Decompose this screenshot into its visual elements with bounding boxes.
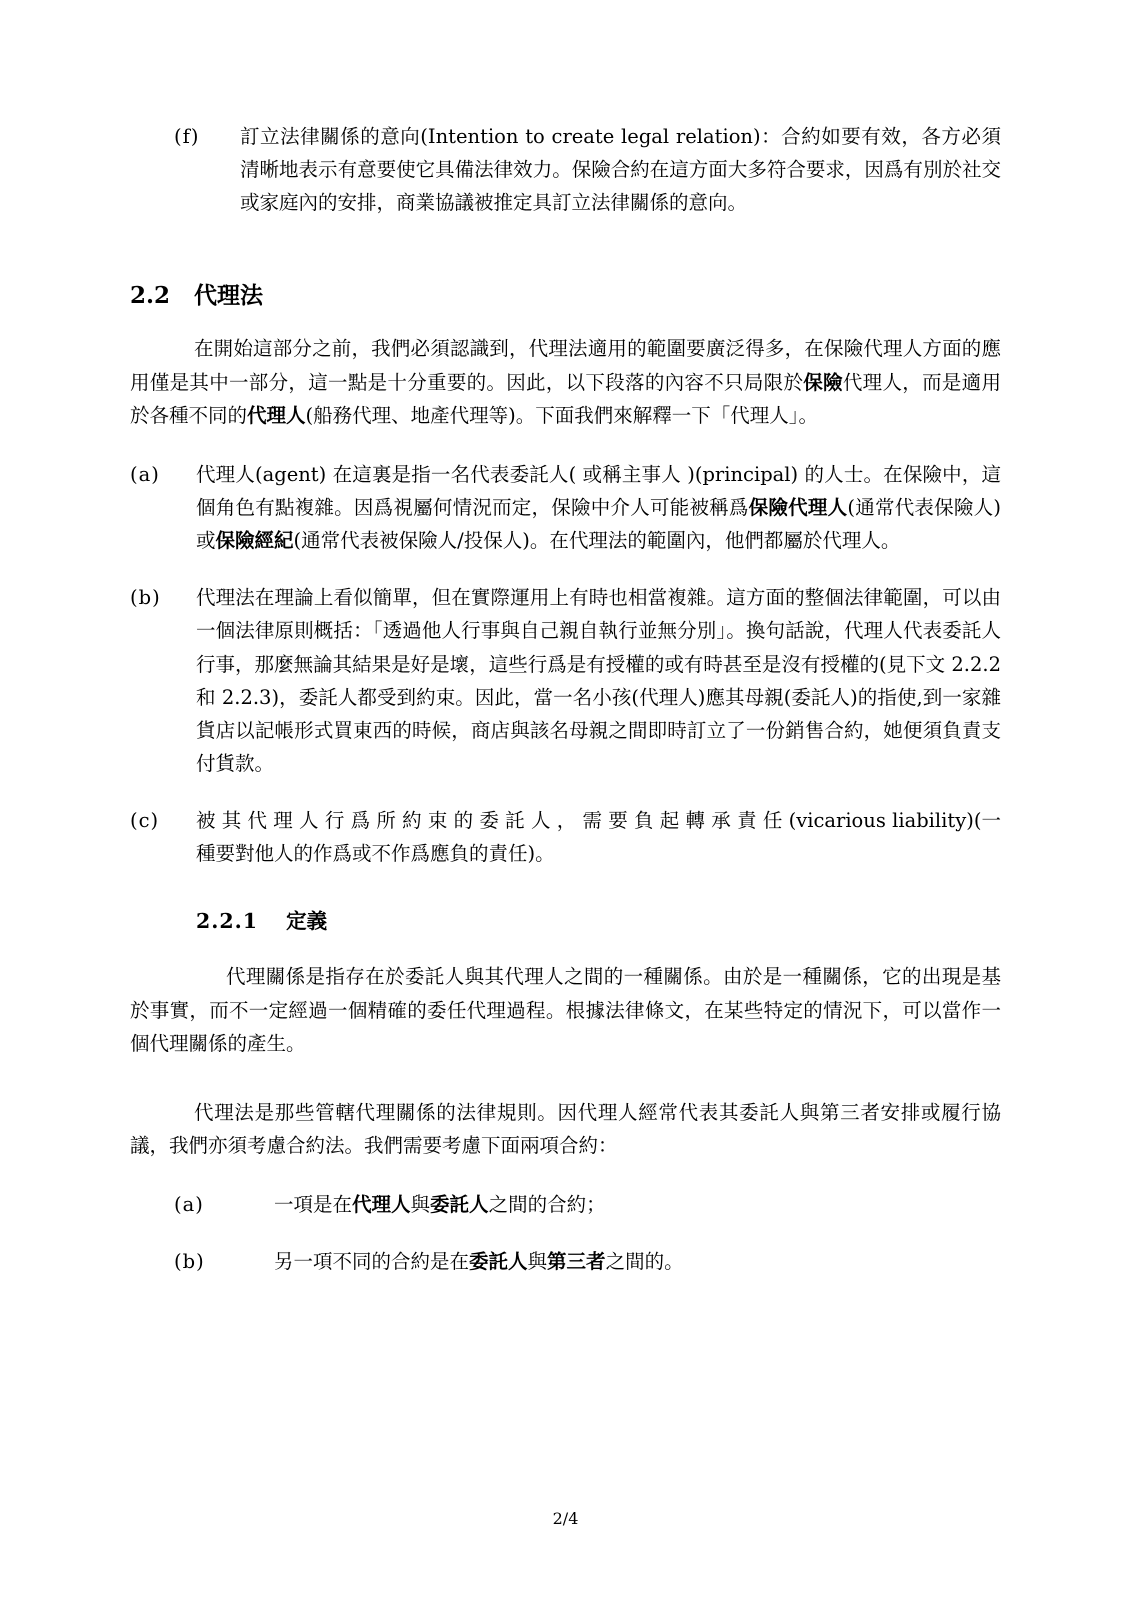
list-item <box>130 581 1001 780</box>
list-item-marker: (a) <box>174 1193 204 1217</box>
intro-text-part1: 在開始這部分之前，我們必須認識到，代理法適用的範圍要廣泛得多，在保險代理人方面的應用僅是其中一部分，這一點是十分重要的。因此，以下段落的內容不只局限於 <box>130 337 1001 394</box>
list-item-text: 訂立法律關係的意向(Intention to create legal relation)：合約如要有效，各方必須清晰地表示有意要使它具備法律效力。保險合約在這方面大多符合要求，因爲有別於社交或家庭內的安排，商業協議被推定具訂立法律關係的意向。 <box>240 125 1001 215</box>
intro-text-part2: 代理人，而是適用於各種不同的 <box>130 370 1001 427</box>
list-item-marker: (b) <box>174 1250 205 1274</box>
list-item-text: 代理法在理論上看似簡單，但在實際運用上有時也相當複雜。這方面的整個法律範圍，可以由一個法律原則概括：「透過他人行事與自己親自執行並無分別」。換句話說，代理人代表委託人行事，那麼無論其結果是好是壞，這些行爲是有授權的或有時甚至是沒有授權的(見下文 2.2.2 和 2.2.3)，委託人都受到約束。因此，當一名小孩(代理人)應其母親(委託人)的指使,到一家雜貨店以記帳形式買東西的時候，商店與該名母親之間即時訂立了一份銷售合約，她便須負責支付貨款。 <box>196 586 1001 775</box>
section-number: 2.2 <box>130 282 171 310</box>
intro-bold-agent: 代理人 <box>247 403 306 427</box>
list-item-marker: (c) <box>130 809 160 833</box>
section-title: 代理法 <box>194 282 264 310</box>
text-part3: 之間的。 <box>605 1250 684 1274</box>
list-item <box>130 804 1001 870</box>
text-bold2: 第三者 <box>547 1250 606 1274</box>
text-part1: 一項是在 <box>274 1193 353 1217</box>
intro-text-part3: (船務代理、地產代理等)。下面我們來解釋一下「代理人」。 <box>305 403 818 427</box>
text-part1: 另一項不同的合約是在 <box>274 1250 470 1274</box>
text-part2: (通常代表保險人)或 <box>196 495 1001 553</box>
list-item-text: 被 其 代 理 人 行 爲 所 約 束 的 委 託 人 ， 需 要 負 起 轉 承 責 任 (vicarious liability)(一種要對他人的作爲或不作爲應負的責任)。 <box>196 809 1001 866</box>
text-part3: (通常代表被保險人/投保人)。在代理法的範圍內，他們都屬於代理人。 <box>293 529 901 553</box>
page-number: 2/4 <box>552 1509 579 1528</box>
text-part3: 之間的合約； <box>488 1193 606 1217</box>
subsection-title: 定義 <box>286 909 328 934</box>
list-item <box>174 1188 1001 1221</box>
list-item-text <box>274 1188 1001 1221</box>
text-bold1: 代理人 <box>352 1193 411 1217</box>
text-bold1: 保險代理人 <box>748 495 848 519</box>
list-item-marker: (b) <box>130 586 161 610</box>
text-bold2: 保險經紀 <box>215 529 294 553</box>
list-item <box>130 458 1001 557</box>
list-item-text <box>196 458 1001 557</box>
subsection-paragraph-1: 代理關係是指存在於委託人與其代理人之間的一種關係。由於是一種關係，它的出現是基於事實，而不一定經過一個精確的委任代理過程。根據法律條文，在某些特定的情況下，可以當作一個代理關係的產生。 <box>130 965 1001 1055</box>
subsection-number: 2.2.1 <box>196 909 259 934</box>
text-part2: 與 <box>410 1193 431 1217</box>
text-bold2: 委託人 <box>430 1193 489 1217</box>
list-item-marker: (a) <box>130 462 160 486</box>
subsection-paragraph-2: 代理法是那些管轄代理關係的法律規則。因代理人經常代表其委託人與第三者安排或履行協議，我們亦須考慮合約法。我們需要考慮下面兩項合約： <box>130 1100 1001 1157</box>
list-item-marker: (f) <box>174 125 200 148</box>
list-item-text <box>274 1245 1001 1278</box>
list-item <box>174 1245 1001 1278</box>
list-item <box>174 120 1001 219</box>
text-bold1: 委託人 <box>469 1250 528 1274</box>
section-heading <box>130 277 1001 310</box>
section-intro-paragraph <box>130 332 1001 431</box>
subsection-heading <box>130 904 1001 934</box>
intro-bold-insurance: 保險 <box>803 370 843 394</box>
text-part2: 與 <box>527 1250 548 1274</box>
text-part1: 代理人(agent) 在這裏是指一名代表委託人( 或稱主事人 )(principal) 的人士。在保險中，這個角色有點複雜。因爲視屬何情況而定，保險中介人可能被稱爲 <box>196 462 1001 519</box>
